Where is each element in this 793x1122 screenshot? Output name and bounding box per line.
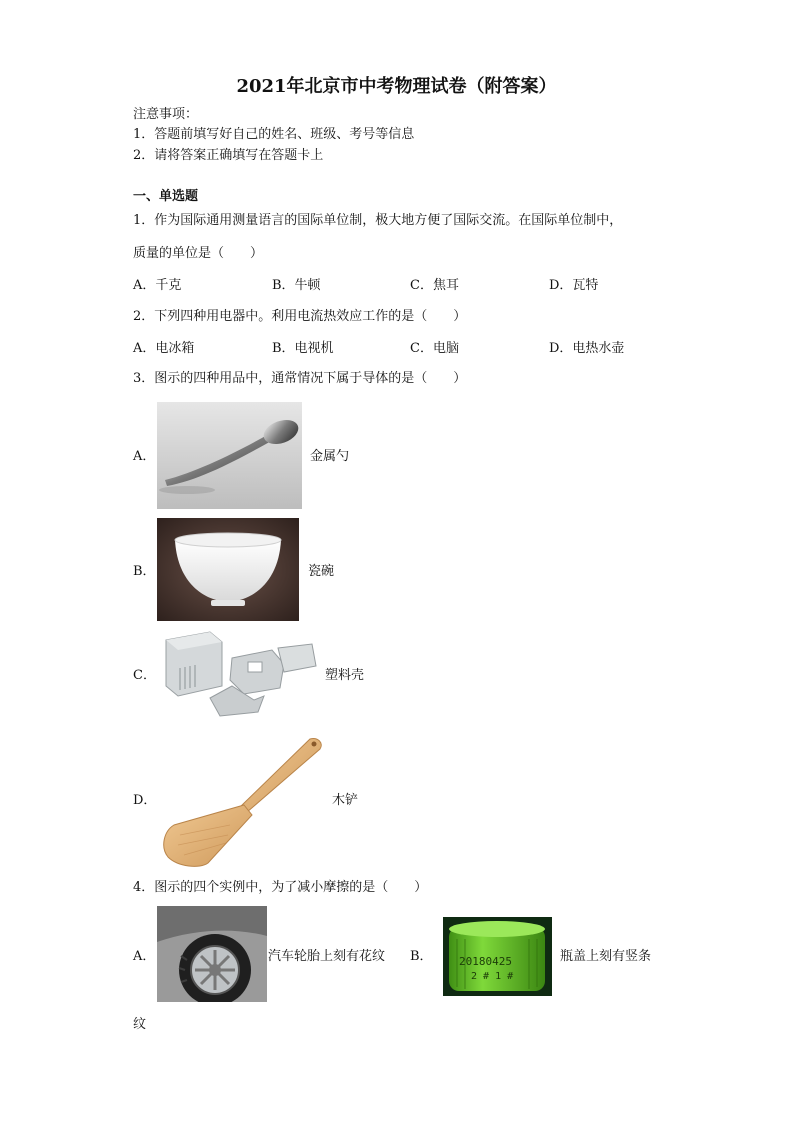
q2-option-b: B．电视机 <box>272 341 334 356</box>
q1-option-d: D．瓦特 <box>549 278 599 293</box>
q4-option-b-letter: B． <box>410 949 433 964</box>
q2-option-c: C．电脑 <box>410 341 459 356</box>
wooden-spatula-image <box>160 735 325 867</box>
metal-spoon-image <box>157 402 302 509</box>
bottle-cap-image <box>443 917 552 996</box>
q4-option-b-caption-wrap: 纹 <box>133 1017 147 1032</box>
notice-item: 2．请将答案正确填写在答题卡上 <box>133 148 324 163</box>
q1-option-c: C．焦耳 <box>410 278 459 293</box>
question-1-stem-cont: 质量的单位是（ ） <box>133 246 264 261</box>
q2-option-d: D．电热水壶 <box>549 341 625 356</box>
bottle-cap-print-line-2: 2 # 1 # <box>471 971 514 982</box>
q4-option-b-caption: 瓶盖上刻有竖条 <box>560 949 652 964</box>
q3-option-d-caption: 木铲 <box>332 793 359 808</box>
q4-option-a-caption: 汽车轮胎上刻有花纹 <box>268 949 386 964</box>
q3-option-c-letter: C． <box>133 668 156 683</box>
bottle-cap-print-line-1: 20180425 <box>459 955 512 968</box>
question-4-stem: 4．图示的四个实例中，为了减小摩擦的是（ ） <box>133 880 428 895</box>
q1-option-a: A．千克 <box>133 278 182 293</box>
q3-option-b-caption: 瓷碗 <box>308 564 335 579</box>
page-title: 2021年北京市中考物理试卷（附答案） <box>236 76 557 97</box>
q3-option-d-letter: D． <box>133 793 157 808</box>
q3-option-b-letter: B． <box>133 564 156 579</box>
q2-option-a: A．电冰箱 <box>133 341 195 356</box>
q3-option-a-caption: 金属勺 <box>310 449 350 464</box>
plastic-shell-image <box>160 628 320 723</box>
q4-option-a-letter: A． <box>133 949 156 964</box>
q3-option-c-caption: 塑料壳 <box>325 668 365 683</box>
ceramic-bowl-image <box>157 518 299 621</box>
q3-option-a-letter: A． <box>133 449 156 464</box>
notice-heading: 注意事项： <box>133 107 199 122</box>
question-3-stem: 3．图示的四种用品中，通常情况下属于导体的是（ ） <box>133 371 467 386</box>
question-2-stem: 2．下列四种用电器中。利用电流热效应工作的是（ ） <box>133 309 467 324</box>
notice-item: 1．答题前填写好自己的姓名、班级、考号等信息 <box>133 127 415 142</box>
q1-option-b: B．牛顿 <box>272 278 321 293</box>
car-tire-image <box>157 906 267 1002</box>
section-heading: 一、单选题 <box>133 189 199 204</box>
question-1-stem: 1．作为国际通用测量语言的国际单位制，极大地方便了国际交流。在国际单位制中， <box>133 213 623 228</box>
